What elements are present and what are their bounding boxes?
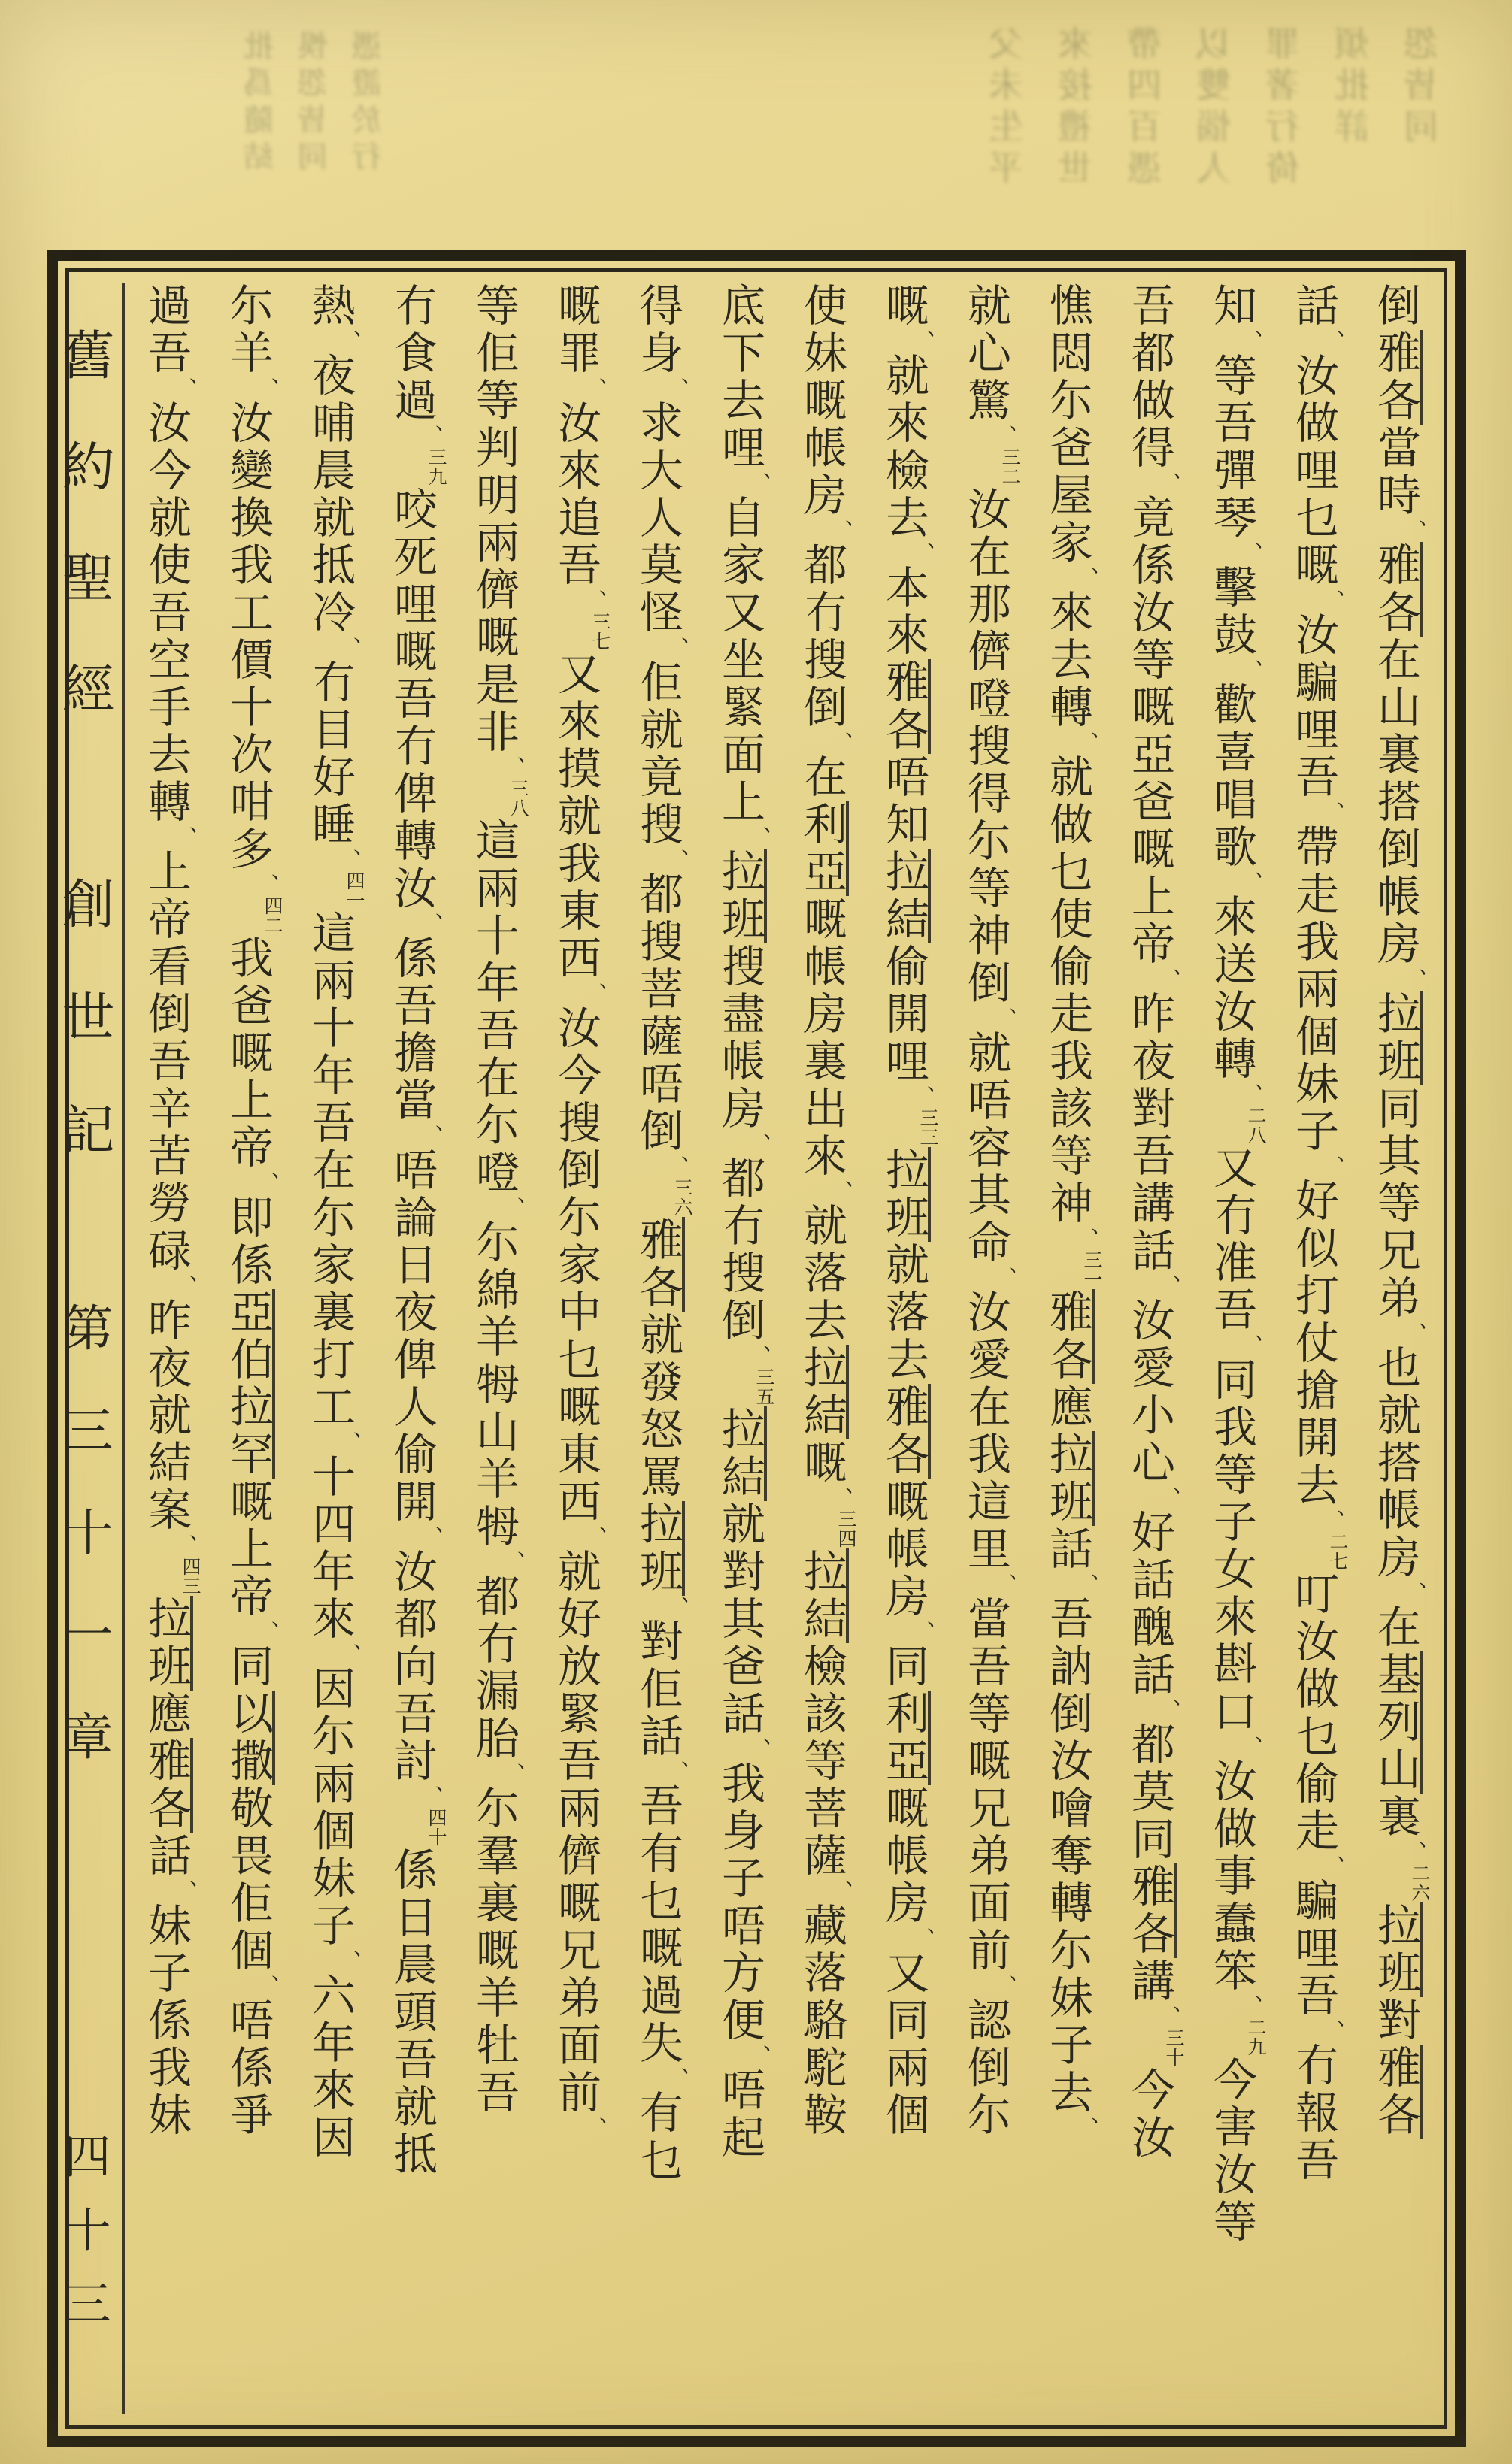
text-run: 有乜 xyxy=(633,2090,682,2184)
ideographic-comma: 、 xyxy=(1073,1227,1098,1250)
ideographic-comma: 、 xyxy=(1237,871,1262,894)
ideographic-comma: 、 xyxy=(417,1526,442,1548)
proper-name: 基列山 xyxy=(1371,1651,1423,1794)
ideographic-comma: 、 xyxy=(909,1927,934,1950)
ideographic-comma: 、 xyxy=(171,1880,196,1902)
text-run: 嘅罪 xyxy=(551,283,600,377)
text-run: 歡喜唱歌 xyxy=(1207,682,1256,871)
ideographic-comma: 、 xyxy=(663,637,688,659)
text-column xyxy=(944,283,1026,2414)
text-run: 就來檢去 xyxy=(879,353,928,542)
text-run: 因尓兩個妹子 xyxy=(305,1666,354,1950)
ideographic-comma: 、 xyxy=(827,1487,852,1509)
ideographic-comma: 、 xyxy=(417,913,442,935)
ghost-column: 悞怨皆同 xyxy=(298,30,332,177)
ideographic-comma: 、 xyxy=(745,1345,770,1367)
proper-name: 雅各 xyxy=(1371,2045,1423,2139)
text-run: 就落去 xyxy=(879,1242,928,1384)
section-title: 創世記 xyxy=(54,876,112,1215)
ideographic-comma: 、 xyxy=(335,849,360,871)
ghost-column: 憑證於行 xyxy=(352,30,386,177)
text-column xyxy=(862,283,944,2414)
verse-number: 三二 xyxy=(999,447,1020,486)
text-run: 尓羊 xyxy=(223,283,272,377)
text-run: 這兩十年吾在尓噔 xyxy=(469,818,518,1197)
ideographic-comma: 、 xyxy=(663,2067,688,2090)
text-run: 汝愛在我這里 xyxy=(961,1289,1010,1573)
text-run: 汝騙哩吾 xyxy=(1289,612,1338,801)
ideographic-comma: 、 xyxy=(1401,1582,1426,1604)
text-run: 都冇搜倒 xyxy=(797,542,846,731)
text-run: 汝今就使吾空手去轉 xyxy=(141,400,190,826)
text-run: 都冇漏胎 xyxy=(469,1573,518,1763)
text-run: 就做乜使偷走我該等神 xyxy=(1043,754,1092,1227)
ideographic-comma: 、 xyxy=(417,1125,442,1147)
text-column xyxy=(1272,283,1354,2414)
text-run: 就對其爸話 xyxy=(715,1501,764,1738)
proper-name: 拉班 xyxy=(879,1147,931,1242)
text-run: 等吾彈琴 xyxy=(1207,353,1256,542)
text-run: 係日晨頭吾就抵 xyxy=(387,1847,436,2178)
text-run: 好似打仗搶開去 xyxy=(1289,1178,1338,1509)
proper-name: 拉結 xyxy=(879,849,931,943)
ideographic-comma: 、 xyxy=(253,873,278,896)
ideographic-comma: 、 xyxy=(1401,968,1426,991)
verse-number: 三十 xyxy=(1163,2028,1183,2067)
text-run: 敬畏佢個 xyxy=(223,1785,272,1975)
text-columns xyxy=(54,283,1436,2414)
ideographic-comma: 、 xyxy=(1237,542,1262,565)
verse-number: 三九 xyxy=(426,447,446,486)
ideographic-comma: 、 xyxy=(499,1551,524,1573)
ideographic-comma: 、 xyxy=(909,1085,934,1108)
ideographic-comma: 、 xyxy=(253,1621,278,1643)
text-run: 檢該等菩薩 xyxy=(797,1643,846,1880)
verse-number: 三五 xyxy=(753,1367,774,1406)
text-column xyxy=(453,283,535,2414)
ideographic-comma: 、 xyxy=(1155,1487,1180,1509)
text-run: 唔知 xyxy=(879,754,928,849)
ideographic-comma: 、 xyxy=(171,377,196,400)
text-run: 汝在那儕噔搜得尓等神倒 xyxy=(961,486,1010,1007)
text-run: 就好放緊吾兩儕嘅兄弟面前 xyxy=(551,1548,600,2117)
ideographic-comma: 、 xyxy=(581,589,606,612)
text-column xyxy=(1190,283,1272,2414)
text-run: 嘅帳房 xyxy=(879,1479,928,1621)
text-column xyxy=(1026,283,1108,2414)
proper-name: 利亞 xyxy=(797,801,849,896)
text-run: 昨夜對吾講話 xyxy=(1125,991,1174,1275)
ideographic-comma: 、 xyxy=(253,1172,278,1194)
verse-number: 四一 xyxy=(344,871,364,910)
text-run: 擊鼓 xyxy=(1207,565,1256,659)
ideographic-comma: 、 xyxy=(335,1950,360,1972)
ideographic-comma: 、 xyxy=(1237,659,1262,682)
ideographic-comma: 、 xyxy=(1319,1855,1344,1878)
ideographic-comma: 、 xyxy=(1401,1841,1426,1863)
text-run: 都冇搜倒 xyxy=(715,1155,764,1345)
text-run: 咬死哩嘅吾冇俾轉汝 xyxy=(387,486,436,913)
text-run: 同其等兄弟 xyxy=(1371,1085,1420,1322)
ideographic-comma: 、 xyxy=(1073,1573,1098,1596)
text-run: 又同兩個 xyxy=(879,1950,928,2139)
ideographic-comma: 、 xyxy=(991,1975,1016,1997)
text-run: 本來 xyxy=(879,565,928,659)
text-run: 話 xyxy=(141,1833,190,1880)
ideographic-comma: 、 xyxy=(827,519,852,542)
ideographic-comma: 、 xyxy=(745,2045,770,2067)
text-run: 我爸嘅上帝 xyxy=(223,935,272,1172)
ideographic-comma: 、 xyxy=(663,1760,688,1783)
text-run: 汝今搜倒尓家中乜嘅東西 xyxy=(551,1005,600,1526)
book-title: 舊約聖經 xyxy=(54,328,112,773)
text-run: 嘅上帝 xyxy=(223,1479,272,1621)
proper-name: 雅各 xyxy=(633,1217,685,1312)
text-column xyxy=(1354,283,1436,2414)
text-run: 吾都做得 xyxy=(1125,283,1174,472)
text-run: 求大人莫怪 xyxy=(633,400,682,637)
text-run: 汝都向吾討 xyxy=(387,1548,436,1785)
text-run: 藏落駱駝鞍 xyxy=(797,1902,846,2139)
ideographic-comma: 、 xyxy=(745,1738,770,1760)
text-run: 同 xyxy=(223,1643,272,1691)
text-run: 冇食過 xyxy=(387,283,436,425)
text-run: 夜晡晨就抵冷 xyxy=(305,353,354,637)
verse-number: 四三 xyxy=(180,1557,200,1596)
ideographic-comma: 、 xyxy=(991,1267,1016,1289)
text-run: 裏 xyxy=(1371,1794,1420,1841)
ghost-column: 帶四百憑 xyxy=(1128,26,1166,191)
ideographic-comma: 、 xyxy=(1237,330,1262,353)
text-run: 應 xyxy=(1043,1384,1092,1431)
text-run: 就落去 xyxy=(797,1203,846,1345)
verse-number: 四二 xyxy=(262,896,282,935)
ideographic-comma: 、 xyxy=(335,1431,360,1454)
ideographic-comma: 、 xyxy=(499,756,524,779)
title-column xyxy=(44,283,125,2414)
text-run: 今害汝等 xyxy=(1207,2057,1256,2246)
proper-name: 拉班 xyxy=(1043,1431,1095,1526)
proper-name: 雅各 xyxy=(879,659,931,754)
verse-number: 二八 xyxy=(1245,1106,1265,1145)
ideographic-comma: 、 xyxy=(335,637,360,659)
ghost-column: 以雙惱人 xyxy=(1197,26,1235,191)
text-run: 使妹嘅帳房 xyxy=(797,283,846,519)
verse-number: 三七 xyxy=(589,612,610,651)
ideographic-comma: 、 xyxy=(1155,1699,1180,1721)
ideographic-comma: 、 xyxy=(1073,567,1098,589)
text-run: 當時 xyxy=(1371,425,1420,519)
text-run: 就發怒罵 xyxy=(633,1312,682,1501)
text-run: 熱 xyxy=(305,283,354,330)
ghost-column: 怨皆同 xyxy=(1404,26,1443,150)
text-run: 佢就竟搜 xyxy=(633,659,682,849)
text-run: 都搜菩薩唔倒 xyxy=(633,871,682,1155)
ghost-column: 父未生平 xyxy=(989,26,1028,191)
ideographic-comma: 、 xyxy=(417,425,442,447)
text-run: 汝愛小心 xyxy=(1125,1297,1174,1487)
ideographic-comma: 、 xyxy=(581,982,606,1005)
verse-number: 三四 xyxy=(835,1509,856,1548)
ideographic-comma: 、 xyxy=(171,826,196,849)
text-run: 今汝 xyxy=(1125,2067,1174,2162)
ideographic-comma: 、 xyxy=(1401,519,1426,542)
text-run: 應 xyxy=(141,1691,190,1738)
ideographic-comma: 、 xyxy=(745,472,770,495)
ideographic-comma: 、 xyxy=(1237,1736,1262,1758)
text-column xyxy=(535,283,617,2414)
ideographic-comma: 、 xyxy=(991,1573,1016,1596)
text-run: 得身 xyxy=(633,283,682,377)
text-run: 也就搭帳房 xyxy=(1371,1345,1420,1582)
text-run: 在 xyxy=(797,754,846,801)
text-run: 對 xyxy=(1371,1997,1420,2045)
text-run: 嘅帳房裏出來 xyxy=(797,896,846,1180)
ideographic-comma: 、 xyxy=(1319,1509,1344,1532)
text-run: 都莫同 xyxy=(1125,1721,1174,1863)
text-run: 我身子唔方便 xyxy=(715,1760,764,2045)
text-run: 來去轉 xyxy=(1043,589,1092,731)
text-run: 吾訥倒汝噲奪轉尓妹子去 xyxy=(1043,1596,1092,2117)
verse-number: 三六 xyxy=(671,1178,692,1217)
ghost-column: 批爲隨結 xyxy=(244,30,277,177)
ideographic-comma: 、 xyxy=(909,1621,934,1643)
text-run: 汝來追吾 xyxy=(551,400,600,589)
ideographic-comma: 、 xyxy=(581,377,606,400)
ideographic-comma: 、 xyxy=(253,377,278,400)
ideographic-comma: 、 xyxy=(1237,1083,1262,1106)
text-run: 六年來因 xyxy=(305,1972,354,2162)
text-run: 憔悶尓爸屋家 xyxy=(1043,283,1092,567)
text-run: 過吾 xyxy=(141,283,190,377)
ideographic-comma: 、 xyxy=(1319,801,1344,824)
text-column xyxy=(617,283,698,2414)
proper-name: 拉班 xyxy=(715,849,767,943)
ideographic-comma: 、 xyxy=(335,1643,360,1666)
text-run: 竟係汝等嘅亞爸嘅上帝 xyxy=(1125,495,1174,968)
ideographic-comma: 、 xyxy=(663,1155,688,1178)
proper-name: 拉班 xyxy=(141,1596,193,1691)
ideographic-comma: 、 xyxy=(1401,1322,1426,1345)
ideographic-comma: 、 xyxy=(1319,1155,1344,1178)
text-run: 知 xyxy=(1207,283,1256,330)
text-run: 認倒尓 xyxy=(961,1997,1010,2139)
text-run: 嘅 xyxy=(879,283,928,330)
text-run: 妹子係我妹 xyxy=(141,1902,190,2139)
text-column xyxy=(698,283,780,2414)
proper-name: 拉結 xyxy=(797,1548,849,1643)
text-run: 自家又坐緊面上 xyxy=(715,495,764,826)
frame-inner-rule xyxy=(54,268,1447,2429)
text-run: 搜盡帳房 xyxy=(715,943,764,1133)
verse-number: 二六 xyxy=(1409,1863,1429,1902)
text-run: 冇目好睡 xyxy=(305,659,354,849)
proper-name: 雅各 xyxy=(1043,1289,1095,1384)
ideographic-comma: 、 xyxy=(1237,1334,1262,1357)
text-run: 偷開哩 xyxy=(879,943,928,1085)
ghost-column: 來接禮世 xyxy=(1059,26,1097,191)
proper-name: 雅各 xyxy=(141,1738,193,1833)
text-run: 好話醜話 xyxy=(1125,1509,1174,1699)
text-run: 唔論日夜俾人偷開 xyxy=(387,1147,436,1526)
text-run: 來送汝轉 xyxy=(1207,894,1256,1083)
text-run: 這兩十年吾在尓家裏打工 xyxy=(305,910,354,1431)
text-run: 唔係爭 xyxy=(223,1997,272,2139)
ideographic-comma: 、 xyxy=(991,425,1016,447)
proper-name: 拉班 xyxy=(1371,1902,1423,1997)
bleed-through-left xyxy=(239,30,401,230)
proper-name: 雅各 xyxy=(1125,1863,1177,1958)
text-run: 又冇准吾 xyxy=(1207,1145,1256,1334)
bleed-through-right xyxy=(984,26,1468,206)
ideographic-comma: 、 xyxy=(335,330,360,353)
verse-number: 三一 xyxy=(1081,1250,1101,1289)
text-run: 嘅 xyxy=(797,1439,846,1487)
ideographic-comma: 、 xyxy=(499,1197,524,1219)
text-run: 帶走我兩個妹子 xyxy=(1289,824,1338,1155)
text-run: 話 xyxy=(1289,283,1338,330)
ideographic-comma: 、 xyxy=(1319,589,1344,612)
text-run: 係吾擔當 xyxy=(387,935,436,1125)
proper-name: 拉班 xyxy=(1371,991,1423,1085)
text-run: 講 xyxy=(1125,1958,1174,2005)
text-column xyxy=(125,283,207,2414)
ideographic-comma: 、 xyxy=(745,1133,770,1155)
text-run: 汝做哩乜嘅 xyxy=(1289,353,1338,589)
ideographic-comma: 、 xyxy=(253,1975,278,1997)
ideographic-comma: 、 xyxy=(663,377,688,400)
proper-name: 雅各 xyxy=(1371,542,1423,637)
ideographic-comma: 、 xyxy=(171,1534,196,1557)
ideographic-comma: 、 xyxy=(663,1596,688,1618)
ideographic-comma: 、 xyxy=(1155,472,1180,495)
proper-name: 利亞 xyxy=(879,1691,931,1785)
ideographic-comma: 、 xyxy=(745,826,770,849)
text-run: 尓羣裏嘅羊牡吾 xyxy=(469,1785,518,2117)
text-run: 叮汝做乜偷走 xyxy=(1289,1571,1338,1855)
verse-number: 二七 xyxy=(1327,1532,1347,1571)
text-run: 吾有乜嘅過失 xyxy=(633,1783,682,2067)
text-run: 十四年來 xyxy=(305,1454,354,1643)
text-run: 同 xyxy=(879,1643,928,1691)
chapter-title: 第三十一章 xyxy=(56,1302,111,1813)
ideographic-comma: 、 xyxy=(581,1526,606,1548)
text-run: 對佢話 xyxy=(633,1618,682,1760)
text-run: 話 xyxy=(1043,1526,1092,1573)
proper-name: 拉結 xyxy=(797,1345,849,1439)
text-run: 底下去哩 xyxy=(715,283,764,472)
ideographic-comma: 、 xyxy=(909,542,934,565)
text-run: 倒 xyxy=(1371,283,1420,330)
ideographic-comma: 、 xyxy=(1319,330,1344,353)
text-run: 在 xyxy=(1371,1604,1420,1651)
text-run: 尓綿羊牳山羊牳 xyxy=(469,1219,518,1551)
ideographic-comma: 、 xyxy=(1155,968,1180,991)
proper-name: 以撒 xyxy=(223,1691,275,1785)
text-run: 當吾等嘅兄弟面前 xyxy=(961,1596,1010,1975)
proper-name: 拉班 xyxy=(633,1501,685,1596)
ideographic-comma: 、 xyxy=(1073,731,1098,754)
ideographic-comma: 、 xyxy=(827,1180,852,1203)
ideographic-comma: 、 xyxy=(581,2117,606,2139)
verse-number: 三三 xyxy=(917,1108,938,1147)
proper-name: 拉結 xyxy=(715,1406,767,1501)
text-run: 就心驚 xyxy=(961,283,1010,425)
text-run: 上帝看倒吾辛苦勞碌 xyxy=(141,849,190,1275)
text-run: 等佢等判明兩儕嘅是非 xyxy=(469,283,518,756)
text-run: 同我等子女來斟口 xyxy=(1207,1357,1256,1736)
text-run: 汝變換我工價十次咁多 xyxy=(223,400,272,873)
text-run: 又來摸就我東西 xyxy=(551,651,600,982)
page-frame xyxy=(47,250,1466,2447)
text-column xyxy=(289,283,371,2414)
page-number: 四十三 xyxy=(57,2132,108,2353)
text-column xyxy=(371,283,453,2414)
ideographic-comma: 、 xyxy=(827,731,852,754)
ideographic-comma: 、 xyxy=(171,1275,196,1297)
proper-name: 雅各 xyxy=(879,1384,931,1479)
text-run: 汝做事蠢笨 xyxy=(1207,1758,1256,1995)
ideographic-comma: 、 xyxy=(663,849,688,871)
proper-name: 雅各 xyxy=(1371,330,1423,425)
ideographic-comma: 、 xyxy=(417,1785,442,1808)
ideographic-comma: 、 xyxy=(1319,2020,1344,2042)
ghost-column: 煩批詳 xyxy=(1335,26,1374,150)
text-run: 即係 xyxy=(223,1194,272,1289)
text-run: 唔起 xyxy=(715,2067,764,2162)
ideographic-comma: 、 xyxy=(1155,1275,1180,1297)
text-run: 冇報吾 xyxy=(1289,2042,1338,2184)
ghost-column: 罪著行倚 xyxy=(1266,26,1304,191)
text-run: 在山裏搭倒帳房 xyxy=(1371,637,1420,968)
ideographic-comma: 、 xyxy=(1155,2005,1180,2028)
verse-number: 二九 xyxy=(1245,2018,1265,2057)
ideographic-comma: 、 xyxy=(499,1763,524,1785)
verse-number: 四十 xyxy=(426,1808,446,1847)
text-column xyxy=(780,283,862,2414)
text-run: 就唔容其命 xyxy=(961,1030,1010,1267)
verse-number: 三八 xyxy=(508,779,528,818)
text-run: 嘅帳房 xyxy=(879,1785,928,1927)
text-run: 昨夜就結案 xyxy=(141,1297,190,1534)
ideographic-comma: 、 xyxy=(1073,2117,1098,2139)
ideographic-comma: 、 xyxy=(991,1007,1016,1030)
text-column xyxy=(207,283,289,2414)
ideographic-comma: 、 xyxy=(909,330,934,353)
text-column xyxy=(1108,283,1190,2414)
proper-name: 亞伯拉罕 xyxy=(223,1289,275,1479)
ideographic-comma: 、 xyxy=(827,1880,852,1902)
text-run: 騙哩吾 xyxy=(1289,1878,1338,2020)
ideographic-comma: 、 xyxy=(1237,1995,1262,2018)
